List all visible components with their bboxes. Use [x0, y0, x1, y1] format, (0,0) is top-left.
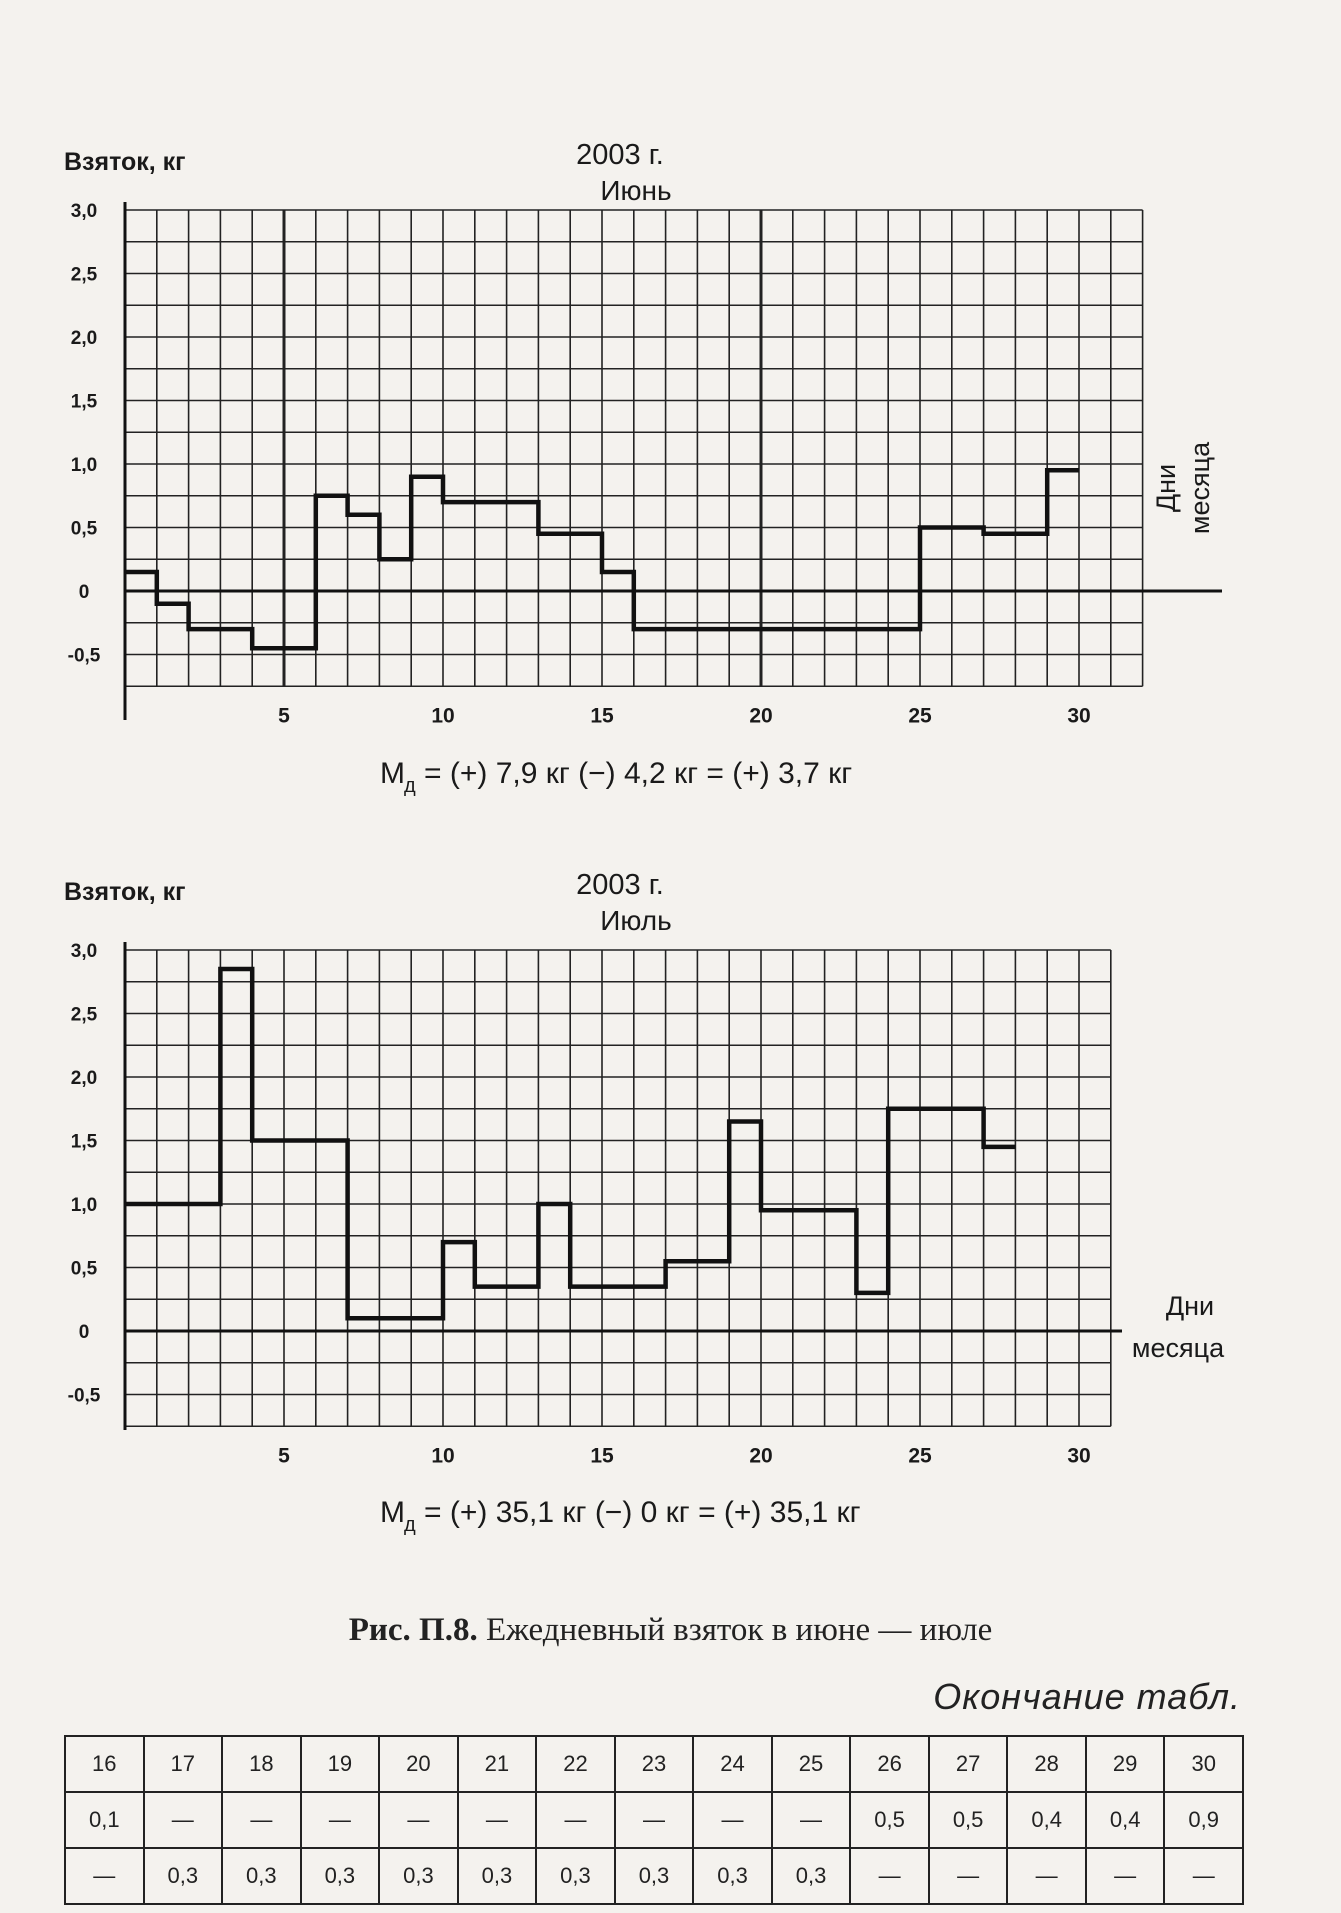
table-cell: 0,3: [536, 1848, 615, 1904]
y-tick-label: 1,0: [70, 1195, 98, 1216]
x-tick-label: 15: [590, 704, 614, 728]
x-axis-title-line2: месяца: [1185, 441, 1215, 535]
table-cell: 0,9: [1164, 1792, 1243, 1848]
table-cell: 27: [929, 1736, 1008, 1792]
formula-symbol: М: [380, 757, 405, 790]
table-cell: 23: [615, 1736, 694, 1792]
table-cell: —: [1007, 1848, 1086, 1904]
table-cell: 19: [301, 1736, 380, 1792]
table-cell: 0,4: [1086, 1792, 1165, 1848]
table-cell: 0,3: [458, 1848, 537, 1904]
table-cell: 0,3: [772, 1848, 851, 1904]
y-tick-label: 0,5: [70, 1258, 98, 1280]
table-cell: —: [458, 1792, 537, 1848]
table-cell: 16: [65, 1736, 144, 1792]
table-cell: —: [536, 1792, 615, 1848]
x-tick-label: 25: [908, 704, 932, 728]
chart-month-title: Июль: [600, 905, 672, 936]
table-cell: 0,4: [1007, 1792, 1086, 1848]
y-tick-label: 3,0: [70, 941, 98, 962]
table-cell: —: [615, 1792, 694, 1848]
formula-subscript: д: [404, 775, 416, 797]
table-cell: 18: [222, 1736, 301, 1792]
formula-text: = (+) 35,1 кг (−) 0 кг = (+) 35,1 кг: [424, 1496, 861, 1529]
table-cell: —: [222, 1792, 301, 1848]
x-tick-label: 5: [278, 1444, 290, 1468]
table-cell: 28: [1007, 1736, 1086, 1792]
table-cell: —: [929, 1848, 1008, 1904]
table-cell: 30: [1164, 1736, 1243, 1792]
table-cell: 0,5: [929, 1792, 1008, 1848]
y-tick-label: 1,5: [70, 1131, 98, 1153]
table-cell: —: [850, 1848, 929, 1904]
x-tick-label: 5: [278, 704, 290, 728]
x-axis-title-line1: Дни: [1151, 463, 1181, 513]
table-cell: —: [1086, 1848, 1165, 1904]
table-cell: 29: [1086, 1736, 1165, 1792]
data-table: [64, 1735, 1244, 1905]
formula-subscript: д: [404, 1514, 416, 1536]
formula-text: = (+) 7,9 кг (−) 4,2 кг = (+) 3,7 кг: [424, 757, 853, 790]
table-cell: 25: [772, 1736, 851, 1792]
july-chart: [0, 800, 1341, 1580]
y-tick-label: 2,5: [70, 264, 98, 286]
caption-prefix: Рис. П.8.: [348, 1612, 478, 1648]
y-tick-label: 2,5: [70, 1004, 98, 1026]
x-axis-title: [1151, 441, 1215, 534]
table-cell: —: [65, 1848, 144, 1904]
figure-caption: [0, 1612, 1341, 1649]
x-tick-label: 15: [590, 1444, 614, 1468]
y-tick-label: -0,5: [67, 1385, 101, 1407]
caption-text: Ежедневный взяток в июне — июле: [477, 1612, 993, 1648]
table-cell: —: [693, 1792, 772, 1848]
table-cell: 0,3: [379, 1848, 458, 1904]
formula-symbol: М: [380, 1496, 405, 1529]
table-cell: 0,3: [222, 1848, 301, 1904]
table-cell: 17: [144, 1736, 223, 1792]
table-cell: 0,3: [144, 1848, 223, 1904]
chart-year-title: 2003 г.: [576, 869, 664, 901]
x-tick-label: 10: [431, 704, 455, 728]
table-cell: 24: [693, 1736, 772, 1792]
x-tick-label: 10: [431, 1444, 455, 1468]
table-title: Окончание табл.: [933, 1676, 1241, 1717]
table-cell: —: [772, 1792, 851, 1848]
x-tick-label: 20: [749, 704, 773, 728]
y-tick-label: 1,0: [70, 455, 98, 476]
y-tick-label: 1,5: [70, 391, 98, 413]
y-tick-label: -0,5: [67, 645, 101, 667]
y-tick-label: 0,5: [70, 518, 98, 540]
table-cell: —: [144, 1792, 223, 1848]
y-tick-label: 3,0: [70, 201, 98, 222]
x-tick-label: 30: [1067, 704, 1091, 728]
table-cell: 0,3: [301, 1848, 380, 1904]
table-row: [65, 1736, 1243, 1792]
table-cell: 26: [850, 1736, 929, 1792]
chart-year-title: 2003 г.: [576, 139, 664, 171]
x-axis-title-line1: Дни: [1165, 1291, 1215, 1321]
y-tick-label: 2,0: [70, 328, 98, 349]
y-axis-title: Взяток, кг: [64, 148, 186, 176]
y-tick-label: 0: [78, 582, 90, 603]
x-tick-label: 25: [908, 1444, 932, 1468]
chart-month-title: Июнь: [600, 175, 672, 206]
table-row: [65, 1848, 1243, 1904]
y-tick-label: 2,0: [70, 1068, 98, 1089]
table-cell: 0,3: [615, 1848, 694, 1904]
x-axis-title-line2: месяца: [1131, 1333, 1225, 1363]
june-chart: [0, 0, 1341, 800]
table-cell: 20: [379, 1736, 458, 1792]
table-cell: —: [301, 1792, 380, 1848]
table-cell: 21: [458, 1736, 537, 1792]
x-tick-label: 30: [1067, 1444, 1091, 1468]
table-cell: 0,1: [65, 1792, 144, 1848]
table-cell: 0,5: [850, 1792, 929, 1848]
y-tick-label: 0: [78, 1322, 90, 1343]
table-cell: 0,3: [693, 1848, 772, 1904]
x-tick-label: 20: [749, 1444, 773, 1468]
table-cell: —: [379, 1792, 458, 1848]
table-cell: 22: [536, 1736, 615, 1792]
y-axis-title: Взяток, кг: [64, 878, 186, 906]
table-cell: —: [1164, 1848, 1243, 1904]
table-row: [65, 1792, 1243, 1848]
